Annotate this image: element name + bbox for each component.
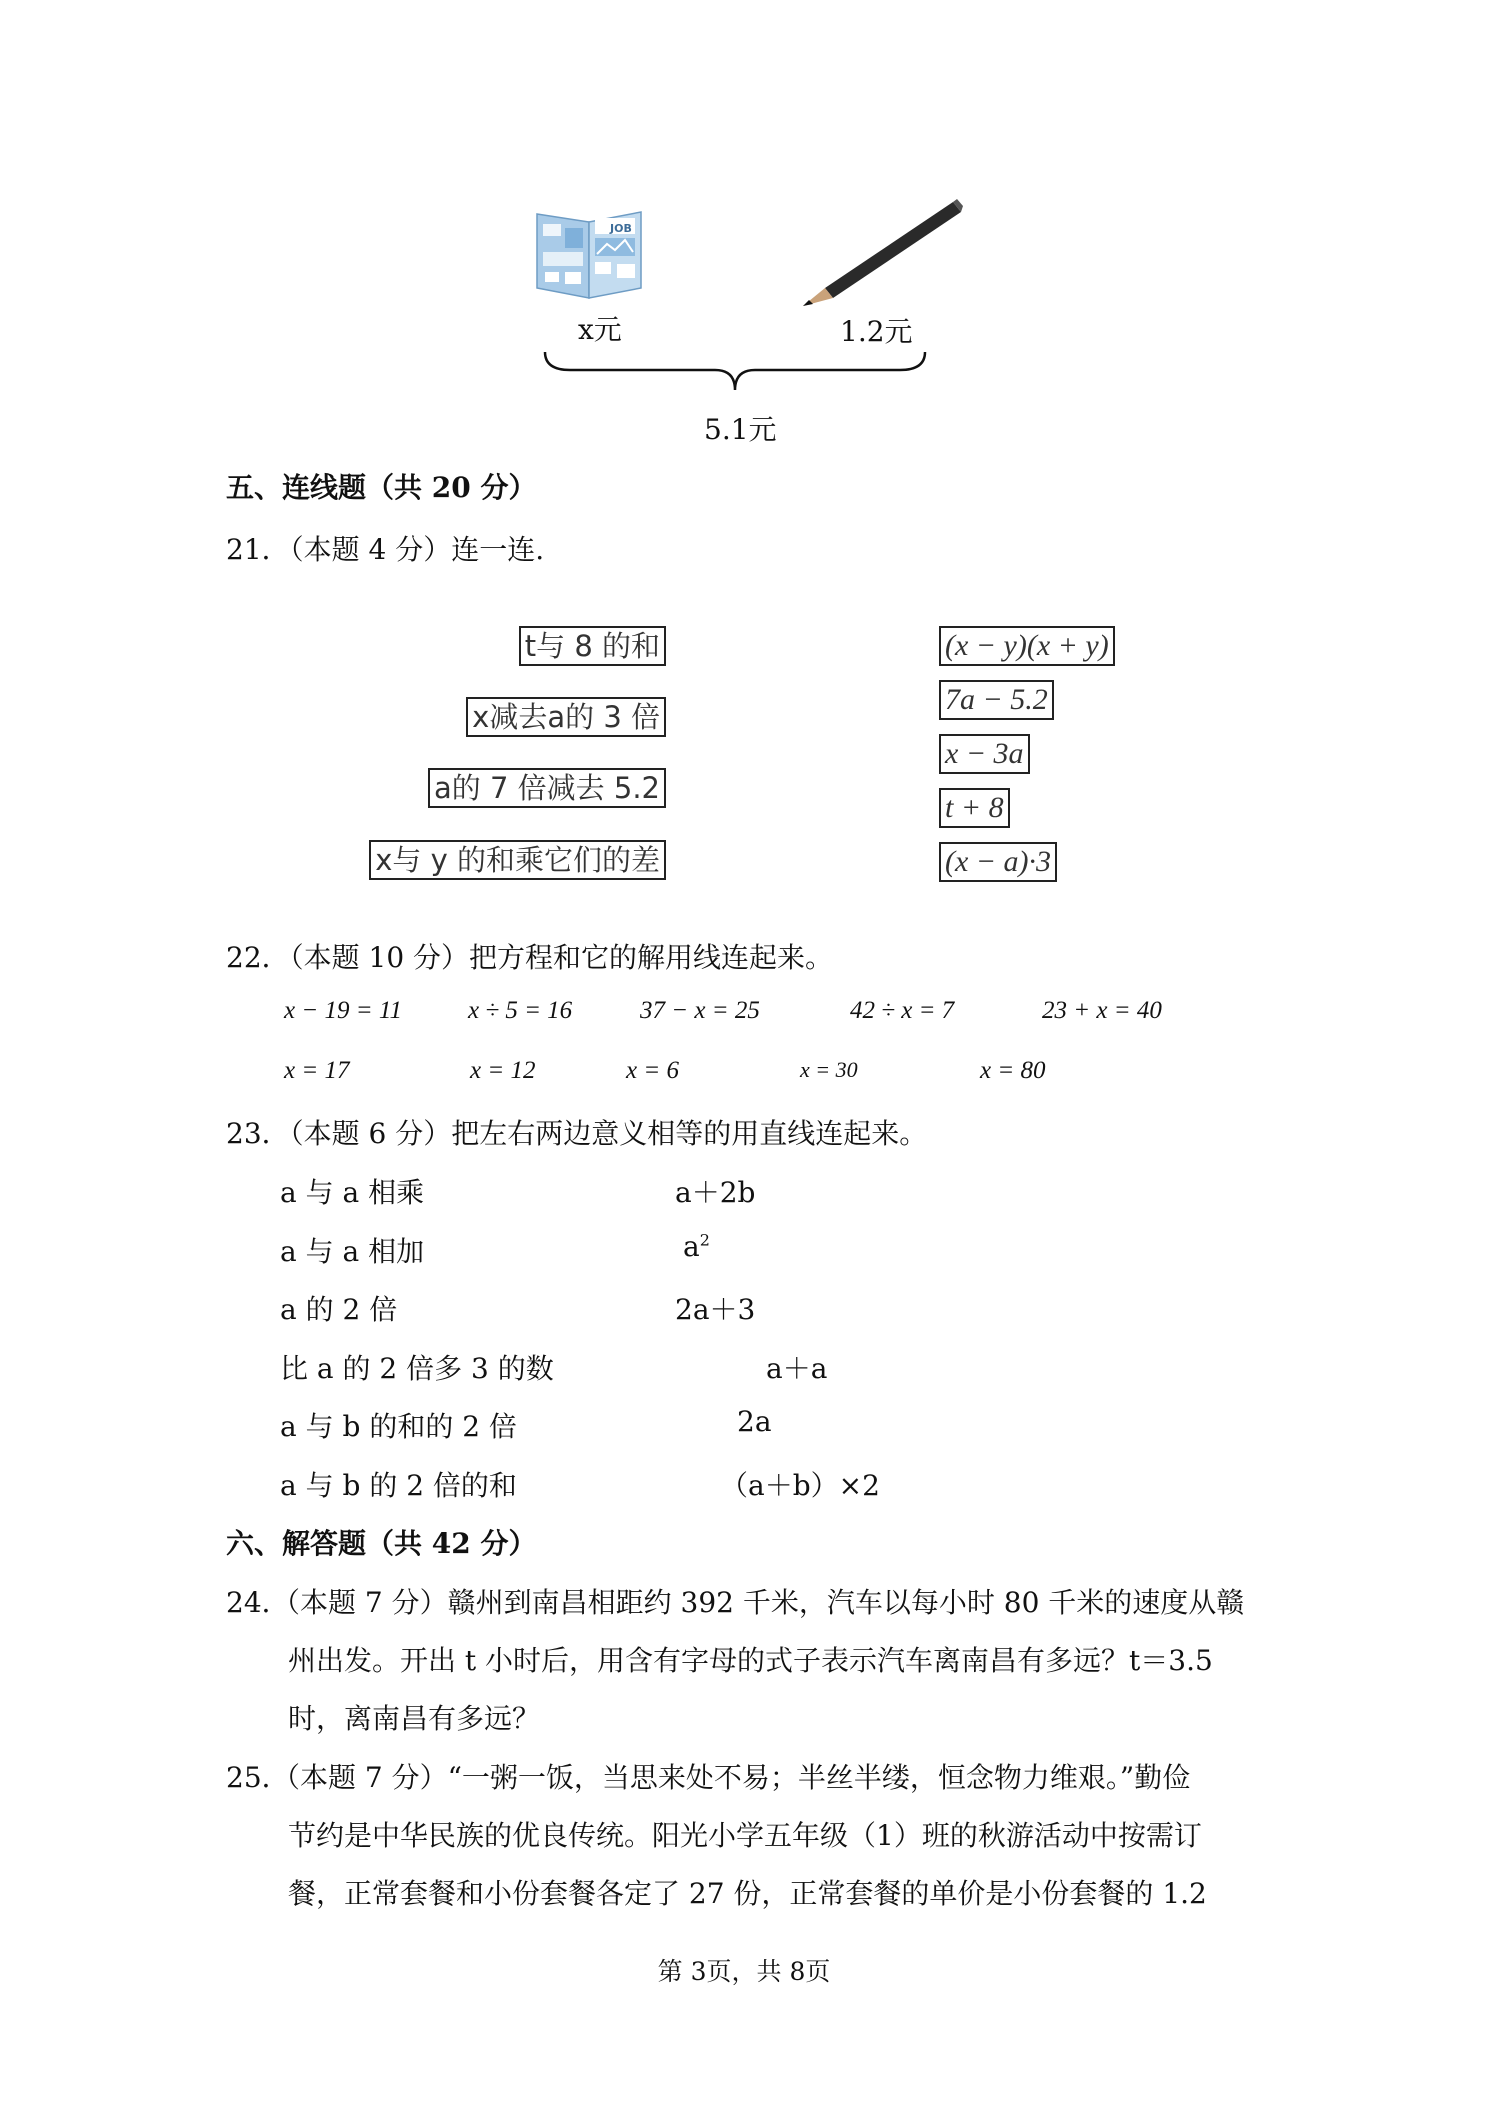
q22-solution[interactable]: x = 12 <box>470 1057 536 1084</box>
page-footer: 第 3页，共 8页 <box>657 1957 831 1986</box>
q22-solution[interactable]: x = 30 <box>800 1057 858 1082</box>
q22-equation[interactable]: x − 19 = 11 <box>284 997 402 1024</box>
q23-right-item[interactable]: 2a＋3 <box>675 1293 756 1326</box>
q21-right-item[interactable]: (x − a)·3 <box>939 842 1057 882</box>
newspaper-price-label: x元 <box>578 313 622 346</box>
q24-text-line: 时，离南昌有多远？ <box>288 1702 541 1735</box>
q23-left-item[interactable]: a 与 a 相加 <box>280 1235 425 1268</box>
q25-text-line: 餐，正常套餐和小份套餐各定了 27 份，正常套餐的单价是小份套餐的 1.2 <box>288 1877 1207 1910</box>
q22-equation[interactable]: x ÷ 5 = 16 <box>468 997 573 1024</box>
q25-number: 25． <box>226 1761 290 1794</box>
q23-right-item[interactable]: a＋2b <box>675 1176 756 1209</box>
q21-right-item[interactable]: 7a − 5.2 <box>939 680 1054 720</box>
q22-equation[interactable]: 23 + x = 40 <box>1042 997 1162 1024</box>
q22-solution[interactable]: x = 6 <box>626 1057 679 1084</box>
q25-text-line: （本题 7 分）“一粥一饭，当思来处不易；半丝半缕，恒念物力维艰。”勤俭 <box>272 1761 1191 1794</box>
pencil-icon <box>795 196 965 308</box>
q22-equation[interactable]: 37 − x = 25 <box>640 997 760 1024</box>
q21-right-item[interactable]: t + 8 <box>939 788 1010 828</box>
q23-left-item[interactable]: a 与 a 相乘 <box>280 1176 425 1209</box>
q22-equation[interactable]: 42 ÷ x = 7 <box>850 997 955 1024</box>
q21-right-item[interactable]: x − 3a <box>939 734 1030 774</box>
q24-number: 24． <box>226 1586 290 1619</box>
q23-left-item[interactable]: a 与 b 的和的 2 倍 <box>280 1410 517 1443</box>
q22-solution[interactable]: x = 17 <box>284 1057 350 1084</box>
total-price-label: 5.1元 <box>704 413 777 446</box>
q23-left-item[interactable]: a 与 b 的 2 倍的和 <box>280 1469 517 1502</box>
q23-right-item[interactable]: $a^2$ <box>683 1230 710 1263</box>
section-6-title: 六、解答题（共 42 分） <box>226 1527 537 1560</box>
section-5-title: 五、连线题（共 20 分） <box>226 471 537 504</box>
q21-left-item[interactable]: t与 8 的和 <box>519 626 666 666</box>
q21-left-item[interactable]: a的 7 倍减去 5.2 <box>428 768 666 808</box>
q21-title: 21．（本题 4 分）连一连. <box>226 533 545 566</box>
q22-title: 22．（本题 10 分）把方程和它的解用线连起来。 <box>226 941 834 974</box>
q23-left-item[interactable]: 比 a 的 2 倍多 3 的数 <box>280 1352 554 1385</box>
q23-right-item[interactable]: 2a <box>737 1405 772 1438</box>
q23-right-item[interactable]: （a＋b）×2 <box>720 1469 880 1502</box>
q21-left-item[interactable]: x与 y 的和乘它们的差 <box>369 840 666 880</box>
q24-text-line: 州出发。开出 t 小时后，用含有字母的式子表示汽车离南昌有多远？t＝3.5 <box>288 1644 1213 1677</box>
curly-brace <box>540 350 930 392</box>
q22-solution[interactable]: x = 80 <box>980 1057 1046 1084</box>
q23-left-item[interactable]: a 的 2 倍 <box>280 1293 398 1326</box>
q23-right-item[interactable]: a＋a <box>766 1352 828 1385</box>
q24-text-line: （本题 7 分）赣州到南昌相距约 392 千米，汽车以每小时 80 千米的速度从赣 <box>272 1586 1245 1619</box>
pencil-price-label: 1.2元 <box>840 315 913 348</box>
q23-title: 23．（本题 6 分）把左右两边意义相等的用直线连起来。 <box>226 1117 928 1150</box>
newspaper-tag: JOB <box>610 222 632 235</box>
q21-right-item[interactable]: (x − y)(x + y) <box>939 626 1115 666</box>
q25-text-line: 节约是中华民族的优良传统。阳光小学五年级（1）班的秋游活动中按需订 <box>288 1819 1202 1852</box>
q21-left-item[interactable]: x减去a的 3 倍 <box>466 697 666 737</box>
